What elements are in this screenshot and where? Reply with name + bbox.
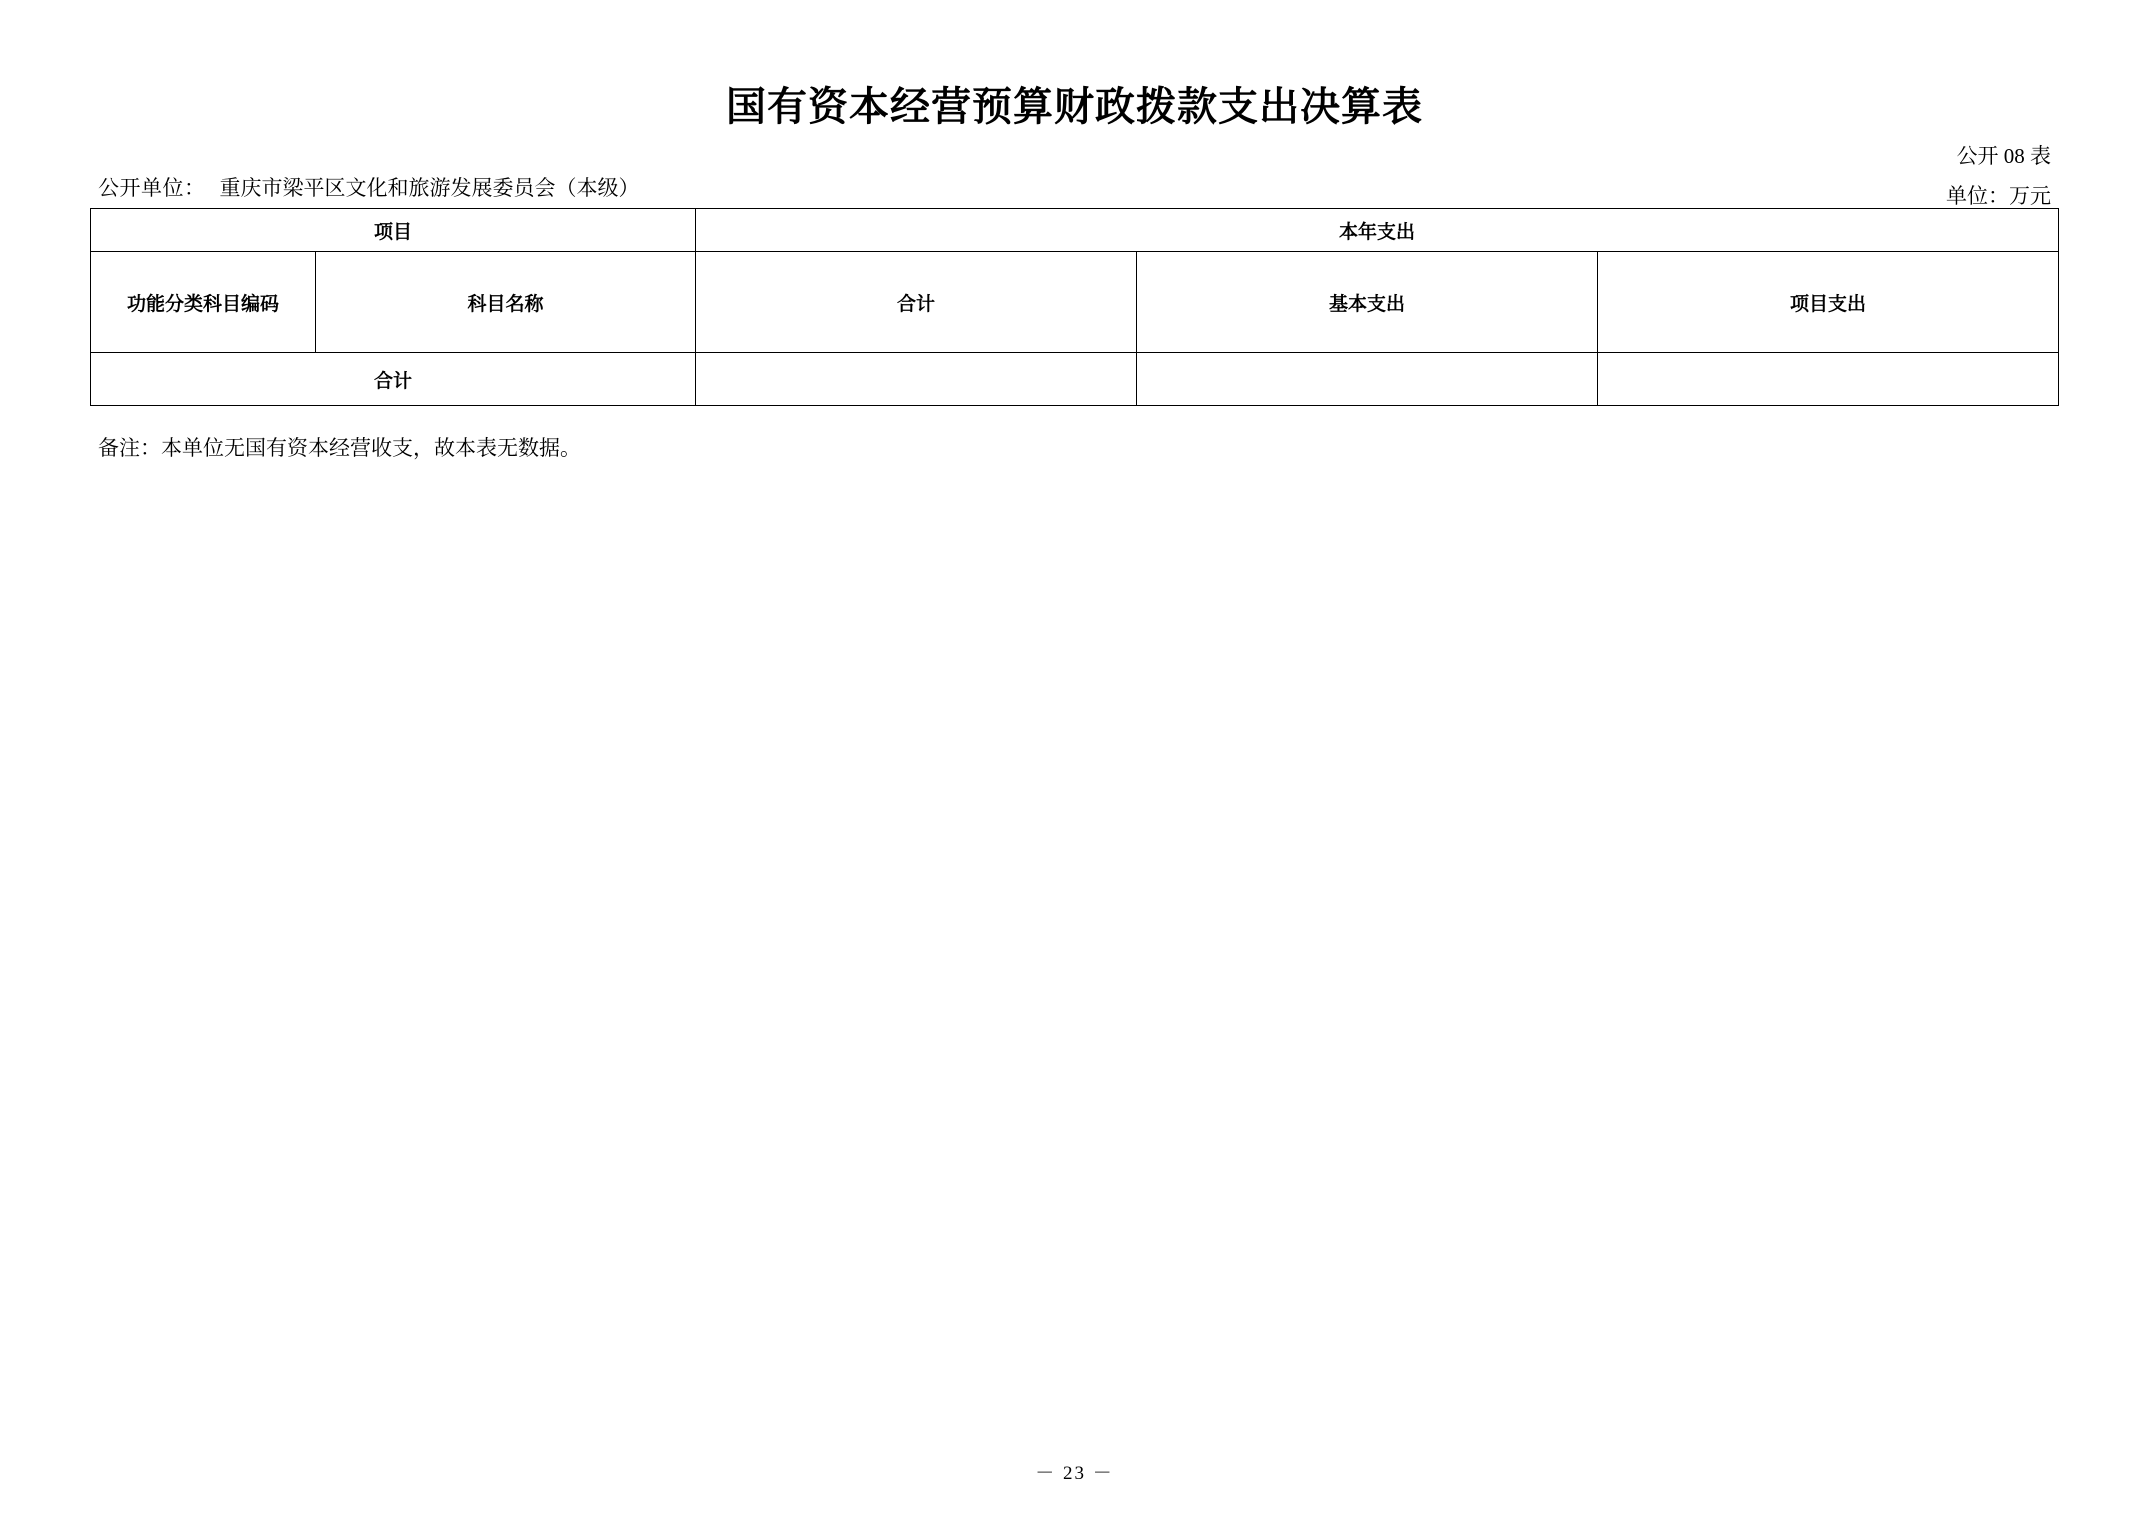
- header-col-basic-expenditure: 基本支出: [1137, 252, 1598, 353]
- publishing-unit-value: 重庆市梁平区文化和旅游发展委员会（本级）: [219, 176, 640, 200]
- header-col-project-expenditure: 项目支出: [1598, 252, 2059, 353]
- total-row-label: 合计: [91, 353, 696, 406]
- page-title: 国有资本经营预算财政拨款支出决算表: [726, 85, 1423, 129]
- table-note: 备注：本单位无国有资本经营收支，故本表无数据。: [98, 436, 581, 460]
- header-col-function-code: 功能分类科目编码: [91, 252, 316, 353]
- total-row-total-value: [696, 353, 1137, 406]
- header-col-total: 合计: [696, 252, 1137, 353]
- header-item-group: 项目: [91, 209, 696, 252]
- table-header-row-columns: [91, 252, 2059, 353]
- total-row-project-value: [1598, 353, 2059, 406]
- table-header-row-group: [91, 209, 2059, 252]
- table-row: [91, 353, 2059, 406]
- form-number: 公开 08 表: [1956, 144, 2051, 168]
- header-current-year-group: 本年支出: [696, 209, 2059, 252]
- expenditure-table: [90, 208, 2059, 406]
- publishing-unit: [98, 172, 640, 202]
- publishing-unit-label: 公开单位：: [98, 176, 206, 200]
- amount-unit: 单位：万元: [1946, 184, 2051, 208]
- page-number: － 23 －: [1035, 1463, 1114, 1484]
- header-col-subject-name: 科目名称: [316, 252, 696, 353]
- total-row-basic-value: [1137, 353, 1598, 406]
